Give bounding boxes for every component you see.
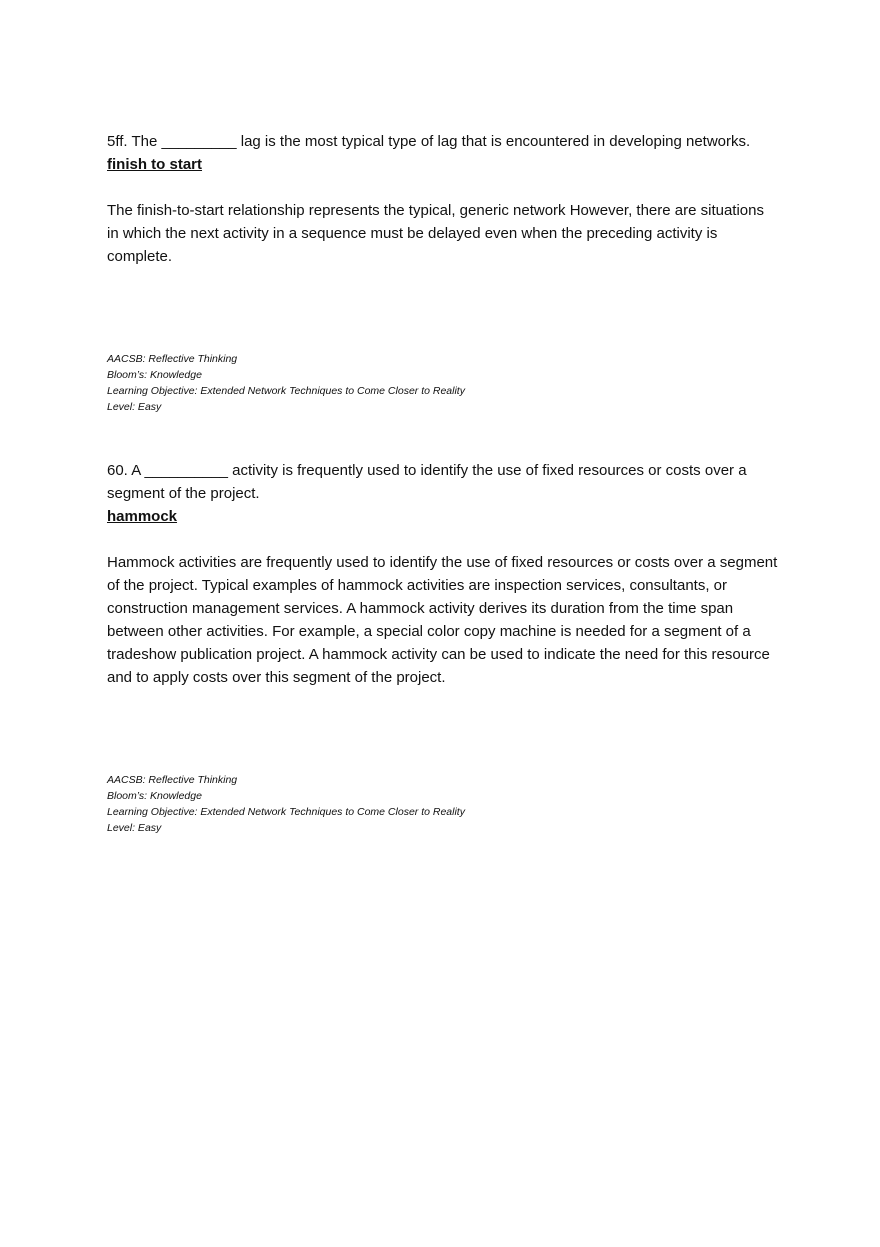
explanation-text: The finish-to-start relationship represents the typical, generic network However, there are situations in which the next activity in a sequence must be delayed even when the preceding activity is complete. — [107, 202, 764, 265]
page-content — [107, 130, 779, 836]
question-text: 5ff. The _________ lag is the most typical type of lag that is encountered in developing networks. — [107, 133, 751, 150]
metadata-block — [107, 772, 779, 836]
blooms-tag: Bloom’s: Knowledge — [107, 369, 202, 381]
learning-objective-tag: Learning Objective: Extended Network Techniques to Come Closer to Reality — [107, 806, 465, 818]
question-block-1 — [107, 130, 779, 415]
level-tag: Level: Easy — [107, 401, 162, 413]
explanation-text: Hammock activities are frequently used to identify the use of fixed resources or costs over a segment of the project. Typical examples of hammock activities are inspection services, consultants, or construction management services. A hammock activity derives its duration from the time span between other activities. For example, a special color copy machine is needed for a segment of a tradeshow publication project. A hammock activity can be used to indicate the need for this resource and to apply costs over this segment of the project. — [107, 554, 778, 686]
question-block-2 — [107, 459, 779, 836]
aacsb-tag: AACSB: Reflective Thinking — [107, 353, 238, 365]
answer-text: hammock — [107, 508, 178, 525]
level-tag: Level: Easy — [107, 822, 162, 834]
answer-text: finish to start — [107, 156, 203, 173]
learning-objective-tag: Learning Objective: Extended Network Techniques to Come Closer to Reality — [107, 385, 465, 397]
question-text: 60. A __________ activity is frequently used to identify the use of fixed resources or costs over a segment of the project. — [107, 462, 747, 502]
blooms-tag: Bloom’s: Knowledge — [107, 790, 202, 802]
metadata-block — [107, 351, 779, 415]
aacsb-tag: AACSB: Reflective Thinking — [107, 774, 238, 786]
